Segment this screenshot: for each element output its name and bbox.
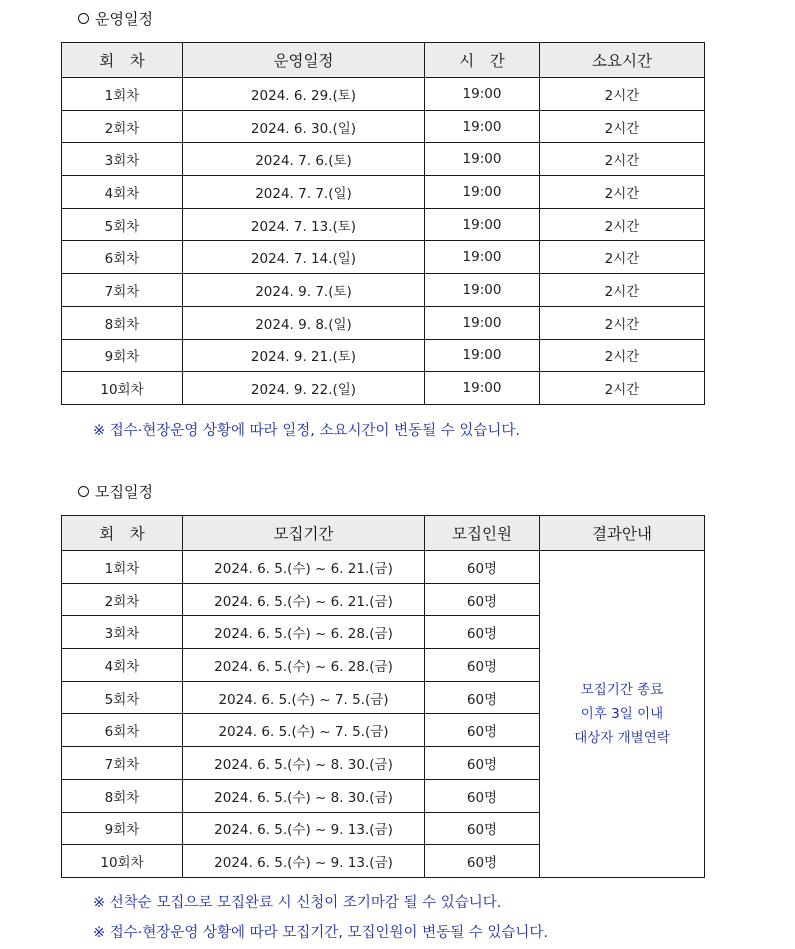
table-cell: 19:00 — [425, 110, 540, 143]
table-cell: 2시간 — [540, 241, 705, 274]
table-cell: 60명 — [425, 845, 540, 878]
table-cell: 2024. 6. 5.(수) ~ 9. 13.(금) — [183, 812, 425, 845]
table-cell: 6회차 — [62, 714, 183, 747]
table-cell: 2024. 6. 30.(일) — [183, 110, 425, 143]
table-cell: 2시간 — [540, 143, 705, 176]
table-row — [62, 306, 705, 339]
table-cell: 2시간 — [540, 372, 705, 405]
table-cell: 10회차 — [62, 372, 183, 405]
table-cell: 2회차 — [62, 110, 183, 143]
recruitment-table — [61, 515, 705, 878]
table-row — [62, 78, 705, 111]
table-cell: 60명 — [425, 583, 540, 616]
column-header: 소요시간 — [540, 43, 705, 78]
table-cell: 2024. 9. 7.(토) — [183, 274, 425, 307]
table-cell: 3회차 — [62, 616, 183, 649]
table-cell: 2시간 — [540, 306, 705, 339]
table-cell: 2024. 7. 14.(일) — [183, 241, 425, 274]
table-cell: 2시간 — [540, 110, 705, 143]
table-cell: 2024. 9. 22.(일) — [183, 372, 425, 405]
table-cell: 2024. 6. 5.(수) ~ 8. 30.(금) — [183, 747, 425, 780]
table-cell: 8회차 — [62, 306, 183, 339]
column-header: 모집인원 — [425, 516, 540, 551]
table-row — [62, 143, 705, 176]
table-cell: 2024. 6. 5.(수) ~ 7. 5.(금) — [183, 714, 425, 747]
table-cell: 1회차 — [62, 78, 183, 111]
table-row — [62, 241, 705, 274]
column-header: 시 간 — [425, 43, 540, 78]
table-cell: 9회차 — [62, 812, 183, 845]
result-guide-text — [540, 678, 704, 750]
table-row — [62, 110, 705, 143]
table-cell: 2024. 6. 5.(수) ~ 8. 30.(금) — [183, 779, 425, 812]
table-row — [62, 372, 705, 405]
table-cell: 2시간 — [540, 176, 705, 209]
circle-bullet-icon — [78, 13, 89, 24]
table-cell: 5회차 — [62, 681, 183, 714]
result-guide-line: 모집기간 종료 — [580, 681, 664, 698]
table-cell: 7회차 — [62, 747, 183, 780]
circle-bullet-icon — [78, 486, 89, 497]
table-cell: 19:00 — [425, 241, 540, 274]
table-row — [62, 551, 705, 584]
table-cell: 19:00 — [425, 372, 540, 405]
table-cell: 60명 — [425, 714, 540, 747]
column-header: 결과안내 — [540, 516, 705, 551]
schedule-header-row — [62, 43, 705, 78]
column-header: 모집기간 — [183, 516, 425, 551]
column-header: 회 차 — [62, 516, 183, 551]
table-cell: 10회차 — [62, 845, 183, 878]
recruitment-note-2: ※ 접수·현장운영 상황에 따라 모집기간, 모집인원이 변동될 수 있습니다. — [93, 925, 549, 941]
table-cell: 19:00 — [425, 143, 540, 176]
table-cell: 60명 — [425, 551, 540, 584]
recruitment-header-row — [62, 516, 705, 551]
table-cell: 60명 — [425, 681, 540, 714]
table-cell: 2회차 — [62, 583, 183, 616]
recruitment-title-text: 모집일정 — [95, 483, 153, 501]
table-cell: 4회차 — [62, 649, 183, 682]
table-row — [62, 274, 705, 307]
table-cell: 60명 — [425, 747, 540, 780]
table-cell: 5회차 — [62, 208, 183, 241]
table-cell: 2024. 6. 5.(수) ~ 7. 5.(금) — [183, 681, 425, 714]
table-cell: 19:00 — [425, 78, 540, 111]
table-cell: 2시간 — [540, 339, 705, 372]
table-cell: 4회차 — [62, 176, 183, 209]
table-cell: 19:00 — [425, 176, 540, 209]
table-cell: 2024. 7. 7.(일) — [183, 176, 425, 209]
table-cell: 7회차 — [62, 274, 183, 307]
table-cell: 19:00 — [425, 339, 540, 372]
table-row — [62, 339, 705, 372]
table-cell: 2024. 7. 13.(토) — [183, 208, 425, 241]
table-row — [62, 176, 705, 209]
result-guide-cell — [540, 551, 705, 878]
table-cell: 60명 — [425, 649, 540, 682]
recruitment-note-1: ※ 선착순 모집으로 모집완료 시 신청이 조기마감 될 수 있습니다. — [93, 895, 502, 911]
table-cell: 2024. 6. 5.(수) ~ 6. 21.(금) — [183, 583, 425, 616]
schedule-section-title — [78, 8, 153, 29]
table-cell: 60명 — [425, 779, 540, 812]
table-cell: 2024. 9. 21.(토) — [183, 339, 425, 372]
table-row — [62, 208, 705, 241]
table-cell: 2024. 7. 6.(토) — [183, 143, 425, 176]
schedule-table — [61, 42, 705, 405]
table-cell: 2024. 6. 29.(토) — [183, 78, 425, 111]
result-guide-line: 이후 3일 이내 — [580, 705, 664, 722]
table-cell: 19:00 — [425, 306, 540, 339]
table-cell: 2024. 6. 5.(수) ~ 9. 13.(금) — [183, 845, 425, 878]
table-cell: 1회차 — [62, 551, 183, 584]
table-cell: 3회차 — [62, 143, 183, 176]
table-cell: 8회차 — [62, 779, 183, 812]
table-cell: 2시간 — [540, 208, 705, 241]
table-cell: 2024. 6. 5.(수) ~ 6. 28.(금) — [183, 616, 425, 649]
table-cell: 9회차 — [62, 339, 183, 372]
recruitment-section-title — [78, 481, 153, 502]
column-header: 회 차 — [62, 43, 183, 78]
column-header: 운영일정 — [183, 43, 425, 78]
result-guide-line: 대상자 개별연락 — [574, 729, 670, 746]
table-cell: 2024. 6. 5.(수) ~ 6. 28.(금) — [183, 649, 425, 682]
table-cell: 2024. 6. 5.(수) ~ 6. 21.(금) — [183, 551, 425, 584]
table-cell: 19:00 — [425, 208, 540, 241]
table-cell: 60명 — [425, 616, 540, 649]
schedule-note: ※ 접수·현장운영 상황에 따라 일정, 소요시간이 변동될 수 있습니다. — [93, 423, 521, 439]
schedule-title-text: 운영일정 — [95, 10, 153, 28]
table-cell: 2시간 — [540, 78, 705, 111]
table-cell: 19:00 — [425, 274, 540, 307]
table-cell: 2시간 — [540, 274, 705, 307]
table-cell: 6회차 — [62, 241, 183, 274]
table-cell: 60명 — [425, 812, 540, 845]
table-cell: 2024. 9. 8.(일) — [183, 306, 425, 339]
